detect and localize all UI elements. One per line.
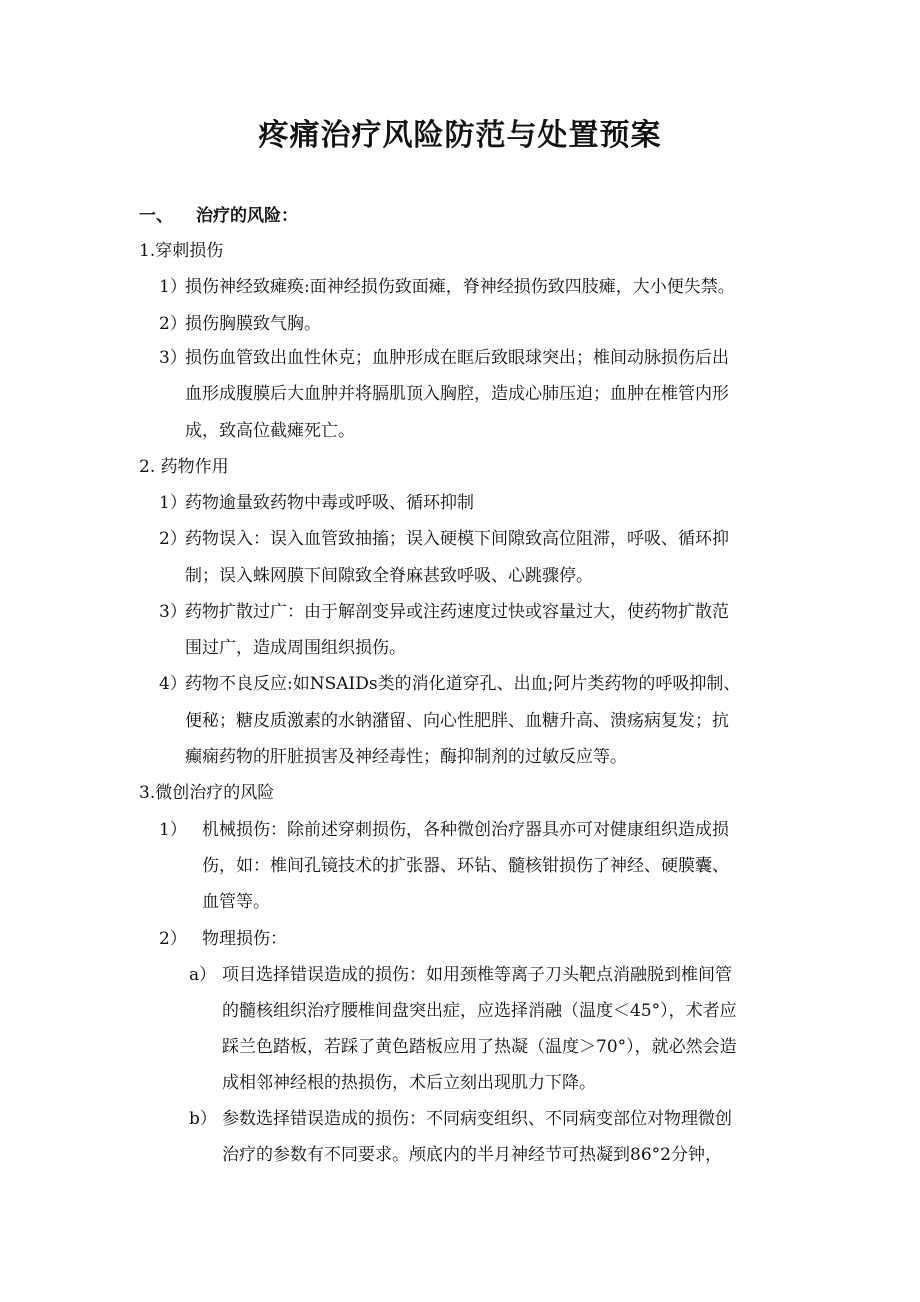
- paragraph-line: 围过广，造成周围组织损伤。: [185, 638, 406, 658]
- list-number: 2）: [159, 529, 187, 549]
- item-heading: 1.穿刺损伤: [139, 241, 224, 261]
- paragraph-line: 药物不良反应:如NSAIDs类的消化道穿孔、出血;阿片类药物的呼吸抑制、: [185, 674, 741, 694]
- paragraph-line: 损伤血管致出血性休克；血肿形成在眶后致眼球突出；椎间动脉损伤后出: [185, 348, 729, 368]
- paragraph-line: 癫痫药物的肝脏损害及神经毒性；酶抑制剂的过敏反应等。: [185, 747, 627, 767]
- paragraph-line: 成，致高位截瘫死亡。: [185, 421, 355, 441]
- page-title: 疼痛治疗风险防范与处置预案: [258, 118, 662, 153]
- list-number: 1）: [159, 820, 187, 840]
- paragraph-line: 药物逾量致药物中毒或呼吸、循环抑制: [185, 493, 474, 513]
- list-number: 1）: [159, 277, 187, 297]
- list-number: 4）: [159, 674, 187, 694]
- list-number: 2）: [159, 314, 187, 334]
- paragraph-line: 制；误入蛛网膜下间隙致全脊麻甚致呼吸、心跳骤停。: [185, 566, 593, 586]
- list-letter: a）: [189, 965, 217, 985]
- paragraph-line: 伤，如：椎间孔镜技术的扩张器、环钻、髓核钳损伤了神经、硬膜囊、: [202, 856, 729, 876]
- paragraph-line: 项目选择错误造成的损伤：如用颈椎等离子刀头靶点消融脱到椎间管: [222, 965, 732, 985]
- item-heading: 2. 药物作用: [139, 457, 229, 477]
- paragraph-line: 损伤神经致瘫痪:面神经损伤致面瘫，脊神经损伤致四肢瘫，大小便失禁。: [185, 277, 735, 297]
- list-number: 1）: [159, 493, 187, 513]
- paragraph-line: 损伤胸膜致气胸。: [185, 314, 321, 334]
- paragraph-line: 的髓核组织治疗腰椎间盘突出症，应选择消融（温度＜45°），术者应: [222, 1001, 737, 1021]
- paragraph-line: 物理损伤：: [202, 929, 287, 949]
- paragraph-line: 踩兰色踏板，若踩了黄色踏板应用了热凝（温度＞70°），就必然会造: [222, 1037, 737, 1057]
- list-number: 3）: [159, 348, 187, 368]
- paragraph-line: 治疗的参数有不同要求。颅底内的半月神经节可热凝到86°2分钟，: [222, 1145, 722, 1165]
- list-number: 3）: [159, 602, 187, 622]
- section-heading: 治疗的风险：: [196, 206, 298, 226]
- section-number: 一、: [139, 206, 173, 226]
- paragraph-line: 药物误入：误入血管致抽搐；误入硬模下间隙致高位阻滞，呼吸、循环抑: [185, 529, 729, 549]
- paragraph-line: 成相邻神经根的热损伤，术后立刻出现肌力下降。: [222, 1073, 596, 1093]
- paragraph-line: 参数选择错误造成的损伤：不同病变组织、不同病变部位对物理微创: [222, 1109, 732, 1129]
- paragraph-line: 机械损伤：除前述穿刺损伤，各种微创治疗器具亦可对健康组织造成损: [202, 820, 729, 840]
- paragraph-line: 血形成腹膜后大血肿并将膈肌顶入胸腔，造成心肺压迫；血肿在椎管内形: [185, 384, 729, 404]
- paragraph-line: 便秘；糖皮质激素的水钠潴留、向心性肥胖、血糖升高、溃疡病复发；抗: [185, 711, 729, 731]
- list-letter: b）: [189, 1109, 217, 1129]
- list-number: 2）: [159, 929, 187, 949]
- paragraph-line: 药物扩散过广：由于解剖变异或注药速度过快或容量过大，使药物扩散范: [185, 602, 729, 622]
- paragraph-line: 血管等。: [202, 892, 270, 912]
- item-heading: 3.微创治疗的风险: [139, 783, 275, 803]
